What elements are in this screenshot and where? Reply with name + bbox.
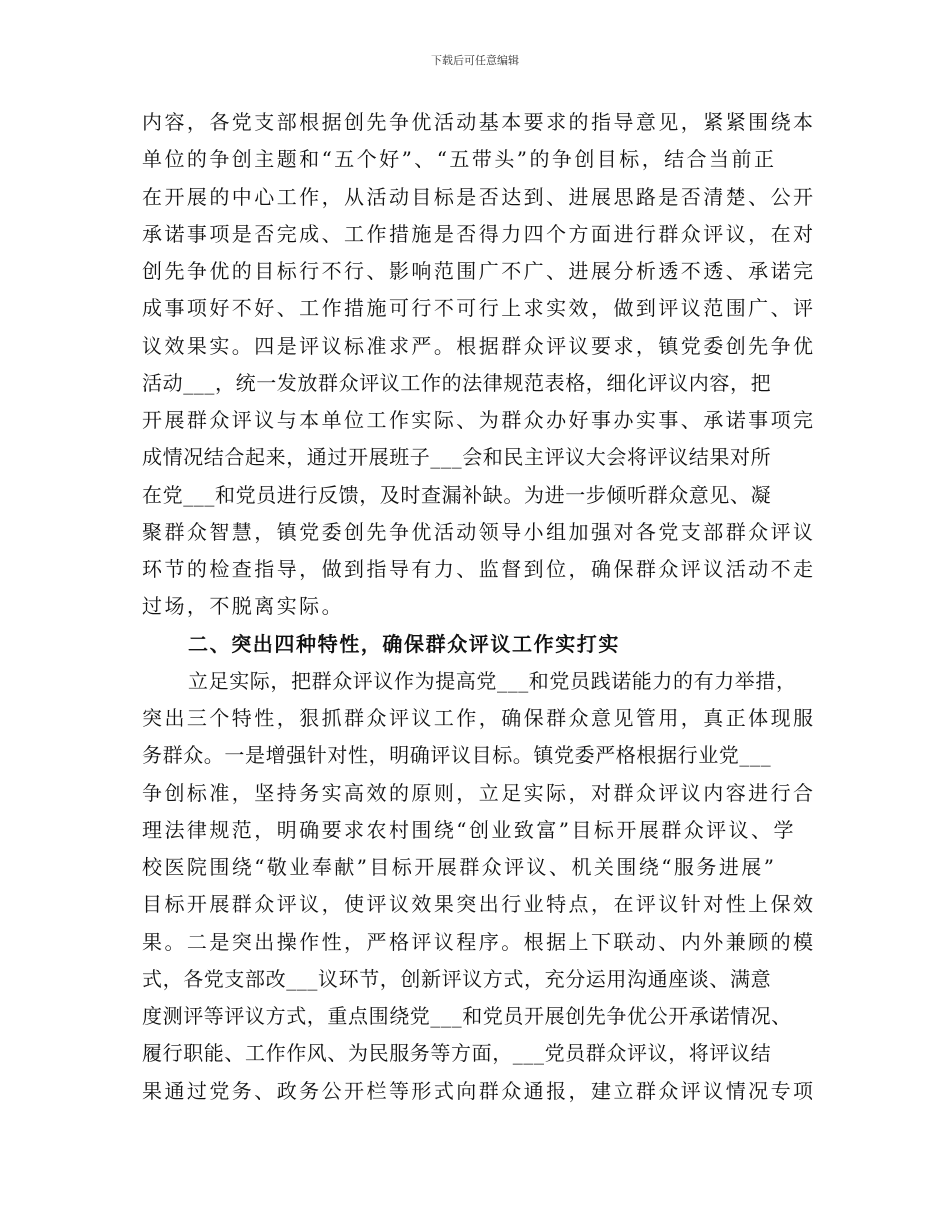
paragraph-line: 成事项好不好、工作措施可行不可行上求实效，做到评议范围广、评	[142, 296, 816, 321]
paragraph-line: 内容，各党支部根据创先争优活动基本要求的指导意见，紧紧围绕本	[142, 110, 816, 134]
paragraph-line: 突出三个特性，狠抓群众评议工作，确保群众意见管用，真正体现服	[142, 706, 816, 730]
document-body	[142, 104, 816, 1110]
paragraph-line: 聚群众智慧，镇党委创先争优活动领导小组加强对各党支部群众评议	[142, 519, 816, 544]
paragraph-line: 在党___和党员进行反馈，及时查漏补缺。为进一步倾听群众意见、凝	[142, 482, 772, 507]
paragraph-line: 开展群众评议与本单位工作实际、为群众办好事办实事、承诺事项完	[142, 408, 816, 432]
paragraph-line: 过场，不脱离实际。	[142, 594, 345, 619]
paragraph-2	[142, 663, 816, 1110]
paragraph-line: 争创标准，坚持务实高效的原则，立足实际，对群众评议内容进行合	[142, 780, 816, 805]
paragraph-line: 成情况结合起来，通过开展班子___会和民主评议大会将评议结果对所	[142, 445, 772, 470]
paragraph-1	[142, 104, 816, 626]
paragraph-line: 履行职能、工作作风、为民服务等方面，___党员群众评议，将评议结	[142, 1041, 772, 1066]
paragraph-line: 在开展的中心工作，从活动目标是否达到、进展思路是否清楚、公开	[142, 184, 816, 209]
paragraph-line: 理法律规范，明确要求农村围绕“创业致富”目标开展群众评议、学	[142, 817, 796, 842]
paragraph-line: 议效果实。四是评议标准求严。根据群众评议要求，镇党委创先争优	[142, 333, 816, 358]
paragraph-line: 环节的检查指导，做到指导有力、监督到位，确保群众评议活动不走	[142, 557, 816, 581]
paragraph-line: 活动___，统一发放群众评议工作的法律规范表格，细化评议内容，把	[142, 370, 772, 395]
paragraph-line: 务群众。一是增强针对性，明确评议目标。镇党委严格根据行业党___	[142, 743, 772, 768]
paragraph-line: 果。二是突出操作性，严格评议程序。根据上下联动、内外兼顾的模	[142, 929, 816, 954]
paragraph-line: 度测评等评议方式，重点围绕党___和党员开展创先争优公开承诺情况、	[142, 1004, 792, 1028]
paragraph-line: 目标开展群众评议，使评议效果突出行业特点，在评议针对性上保效	[142, 892, 816, 917]
page-header: 下载后可任意编辑	[431, 54, 519, 67]
section-heading: 二、突出四种特性，确保群众评议工作实打实	[188, 631, 620, 656]
paragraph-line: 单位的争创主题和“五个好”、“五带头”的争创目标，结合当前正	[142, 147, 777, 172]
paragraph-line: 创先争优的目标行不行、影响范围广不广、进展分析透不透、承诺完	[142, 259, 816, 283]
paragraph-line: 果通过党务、政务公开栏等形式向群众通报，建立群众评议情况专项	[142, 1078, 816, 1103]
paragraph-line: 校医院围绕“敬业奉献”目标开展群众评议、机关围绕“服务进展”	[142, 855, 777, 879]
paragraph-line: 式，各党支部改___议环节，创新评议方式，充分运用沟通座谈、满意	[142, 966, 772, 991]
paragraph-line: 承诺事项是否完成、工作措施是否得力四个方面进行群众评议，在对	[142, 221, 816, 246]
paragraph-line: 立足实际，把群众评议作为提高党___和党员践诺能力的有力举措，	[188, 668, 797, 693]
